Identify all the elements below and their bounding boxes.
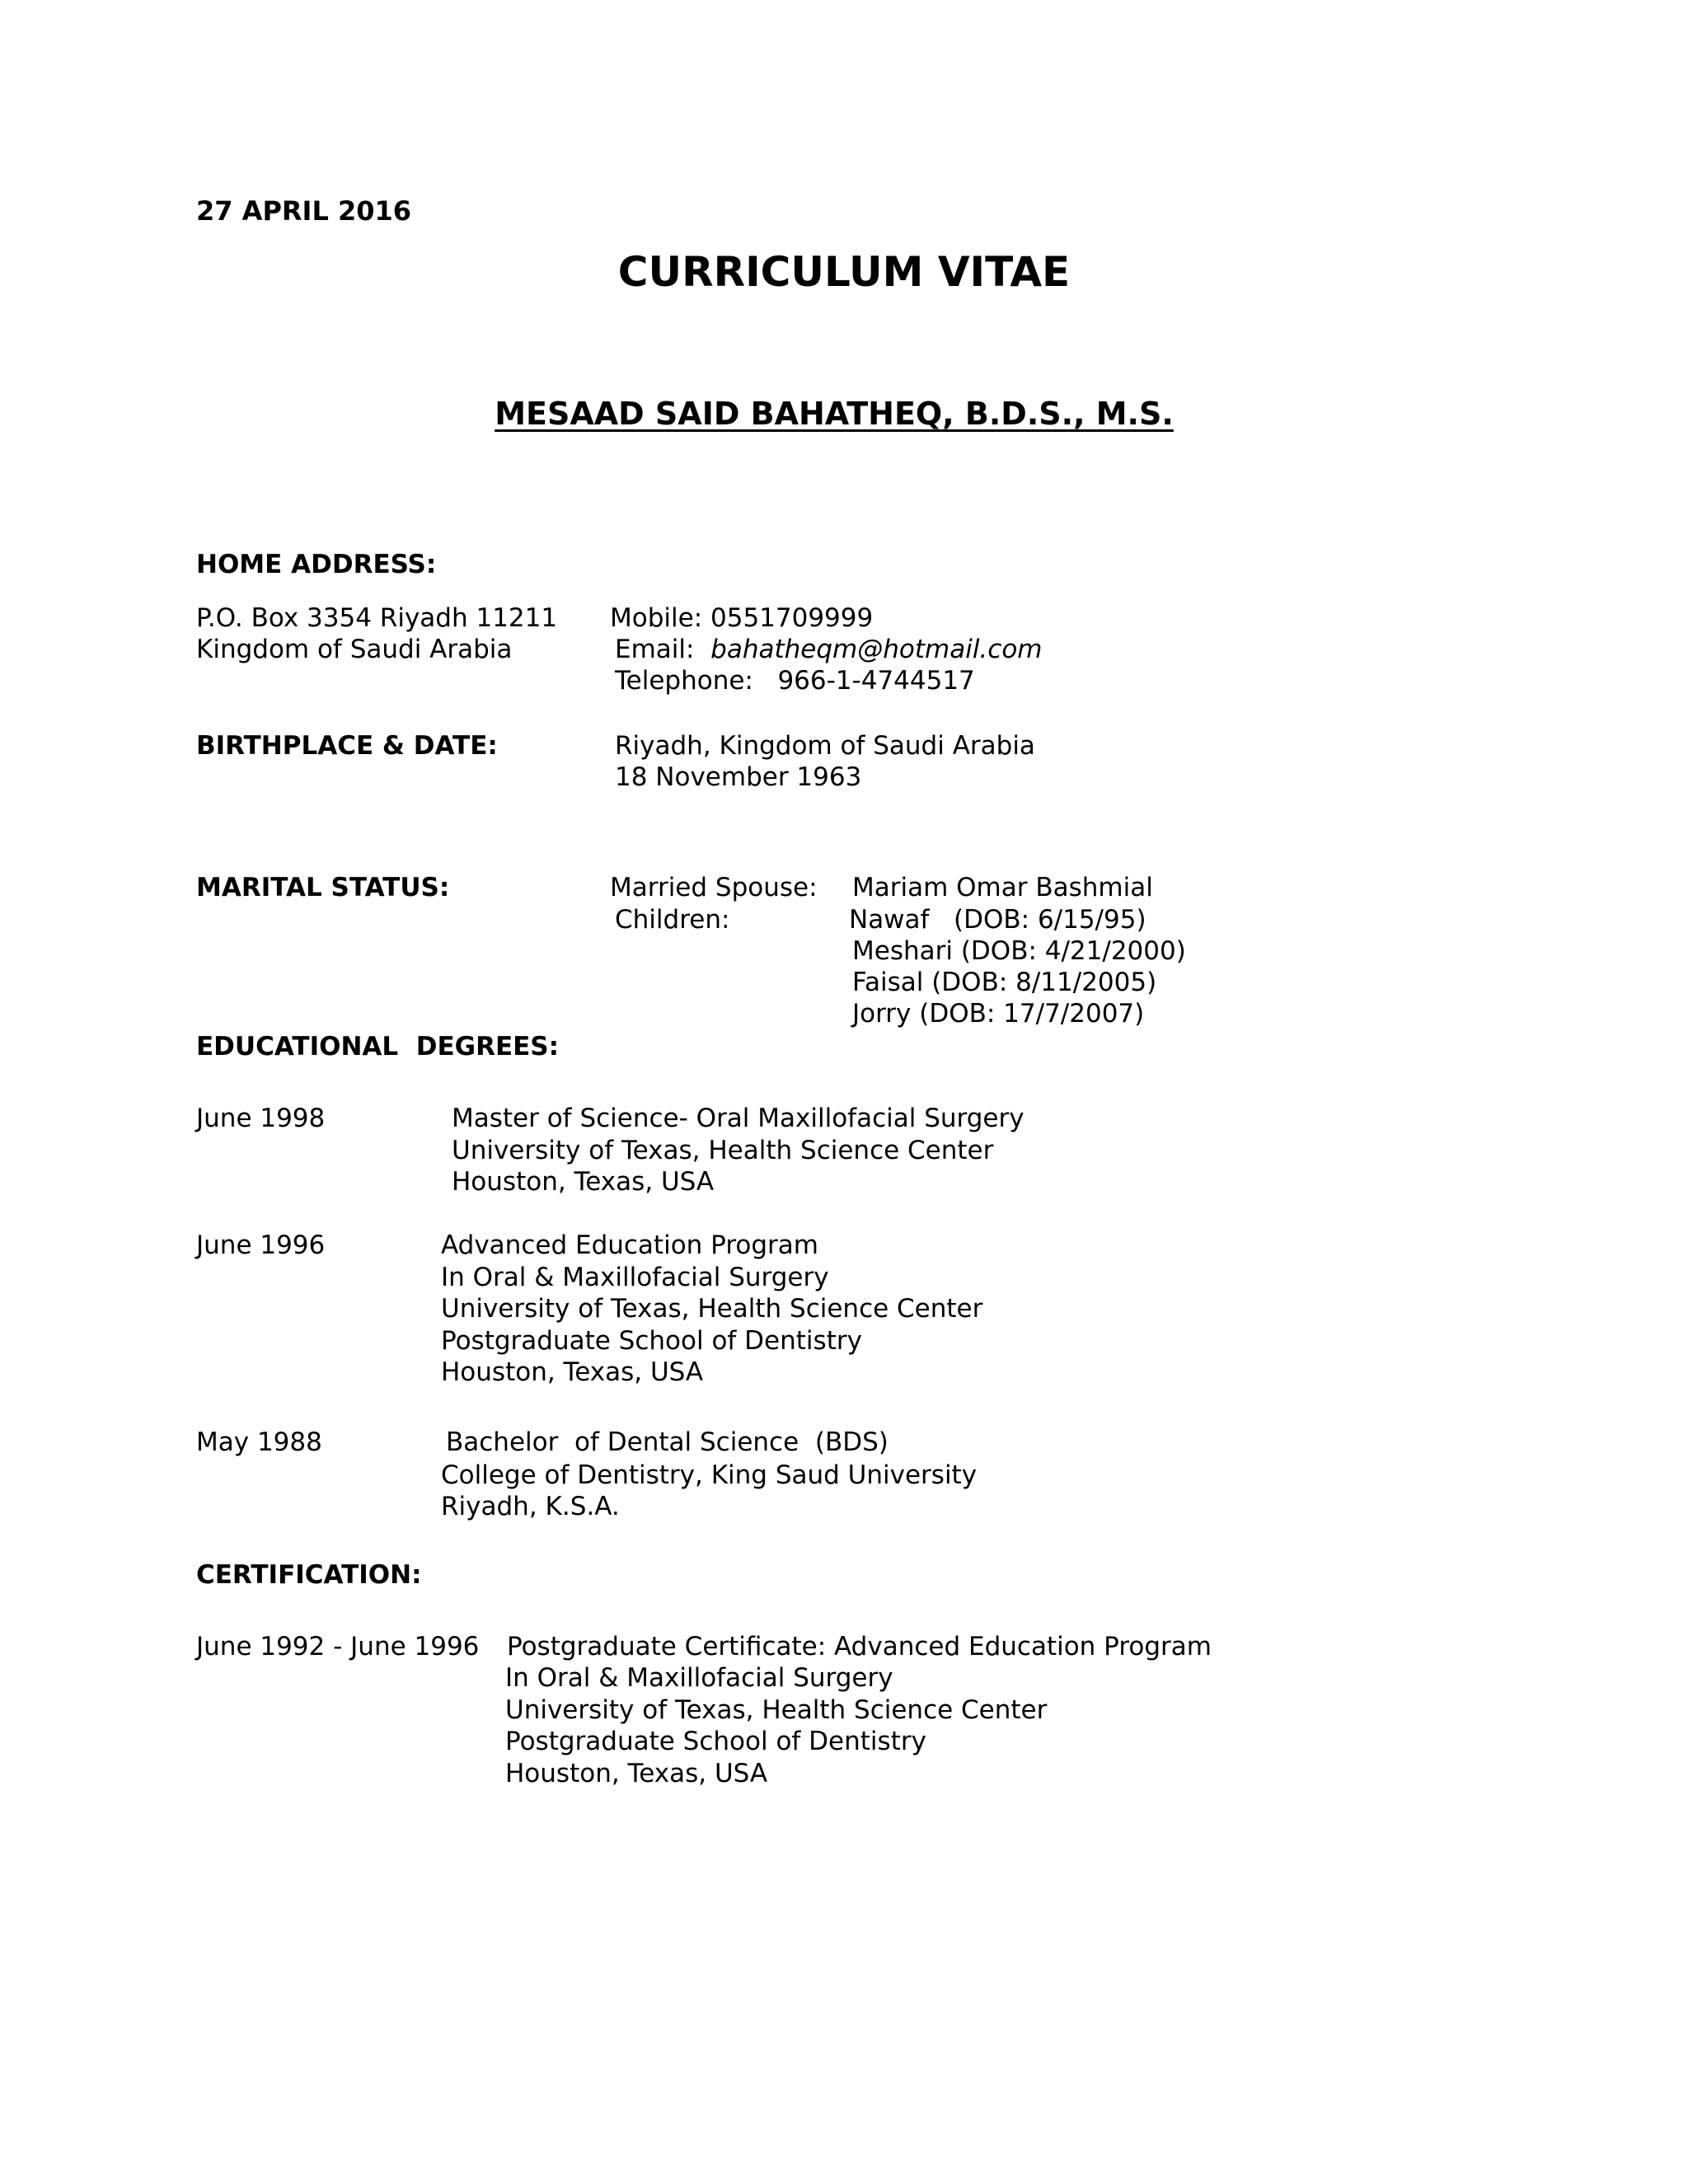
telephone-row: [615, 668, 975, 694]
children-label: Children:: [615, 905, 730, 935]
degree-line: Advanced Education Program: [441, 1230, 818, 1260]
certification-line: In Oral & Maxillofacial Surgery: [505, 1663, 893, 1693]
spouse-label: Married Spouse:: [610, 873, 818, 902]
person-name-text: MESAAD SAID BAHATHEQ, B.D.S., M.S.: [495, 396, 1174, 432]
degree-date: May 1988: [196, 1427, 322, 1457]
degree-line: College of Dentistry, King Saud University: [441, 1460, 978, 1490]
education-heading: EDUCATIONAL DEGREES:: [196, 1032, 560, 1062]
email-value: bahatheqm@hotmail.com: [710, 635, 1043, 664]
certification-line: Houston, Texas, USA: [505, 1759, 768, 1788]
person-name: [0, 396, 1668, 432]
certification-date: June 1992 - June 1996: [196, 1632, 480, 1661]
degree-line: In Oral & Maxillofacial Surgery: [441, 1263, 829, 1292]
child-item: Faisal (DOB: 8/11/2005): [852, 968, 1157, 997]
address-line-2: Kingdom of Saudi Arabia: [196, 635, 513, 664]
degree-line: University of Texas, Health Science Center: [441, 1294, 983, 1324]
child-item: Jorry (DOB: 17/7/2007): [852, 999, 1145, 1029]
degree-line: Master of Science- Oral Maxillofacial Surgery: [452, 1104, 1025, 1133]
mobile-row: [610, 603, 874, 633]
certification-line: Postgraduate School of Dentistry: [505, 1727, 926, 1756]
telephone-label: Telephone:: [615, 666, 753, 696]
degree-line: Postgraduate School of Dentistry: [441, 1326, 862, 1356]
degree-line: University of Texas, Health Science Center: [452, 1136, 994, 1165]
document-title: CURRICULUM VITAE: [617, 248, 1071, 296]
document-date: 27 APRIL 2016: [196, 195, 412, 227]
certification-line: Postgraduate Certificate: Advanced Education Program: [507, 1632, 1212, 1661]
spouse-name: Mariam Omar Bashmial: [852, 873, 1153, 902]
address-line-1: P.O. Box 3354 Riyadh 11211: [196, 603, 558, 633]
child-item: Meshari (DOB: 4/21/2000): [852, 936, 1186, 966]
degree-line: Houston, Texas, USA: [441, 1357, 704, 1387]
email-label: Email:: [615, 635, 695, 664]
degree-date: June 1998: [196, 1104, 326, 1133]
child-item: Nawaf (DOB: 6/15/95): [849, 905, 1146, 935]
mobile-value: 0551709999: [710, 603, 874, 633]
degree-line: Riyadh, K.S.A.: [441, 1492, 620, 1521]
certification-line: University of Texas, Health Science Center: [505, 1695, 1048, 1725]
birth-place: Riyadh, Kingdom of Saudi Arabia: [615, 731, 1035, 761]
birth-heading: BIRTHPLACE & DATE:: [196, 731, 498, 761]
home-address-heading: HOME ADDRESS:: [196, 550, 437, 579]
degree-line: Houston, Texas, USA: [452, 1167, 715, 1197]
degree-line: Bachelor of Dental Science (BDS): [446, 1427, 889, 1457]
mobile-label: Mobile:: [610, 603, 703, 633]
telephone-value: 966-1-4744517: [777, 666, 975, 696]
degree-date: June 1996: [196, 1230, 326, 1260]
marital-heading: MARITAL STATUS:: [196, 873, 450, 902]
email-row: [615, 637, 1043, 663]
certification-heading: CERTIFICATION:: [196, 1560, 422, 1590]
birth-date: 18 November 1963: [615, 762, 862, 792]
